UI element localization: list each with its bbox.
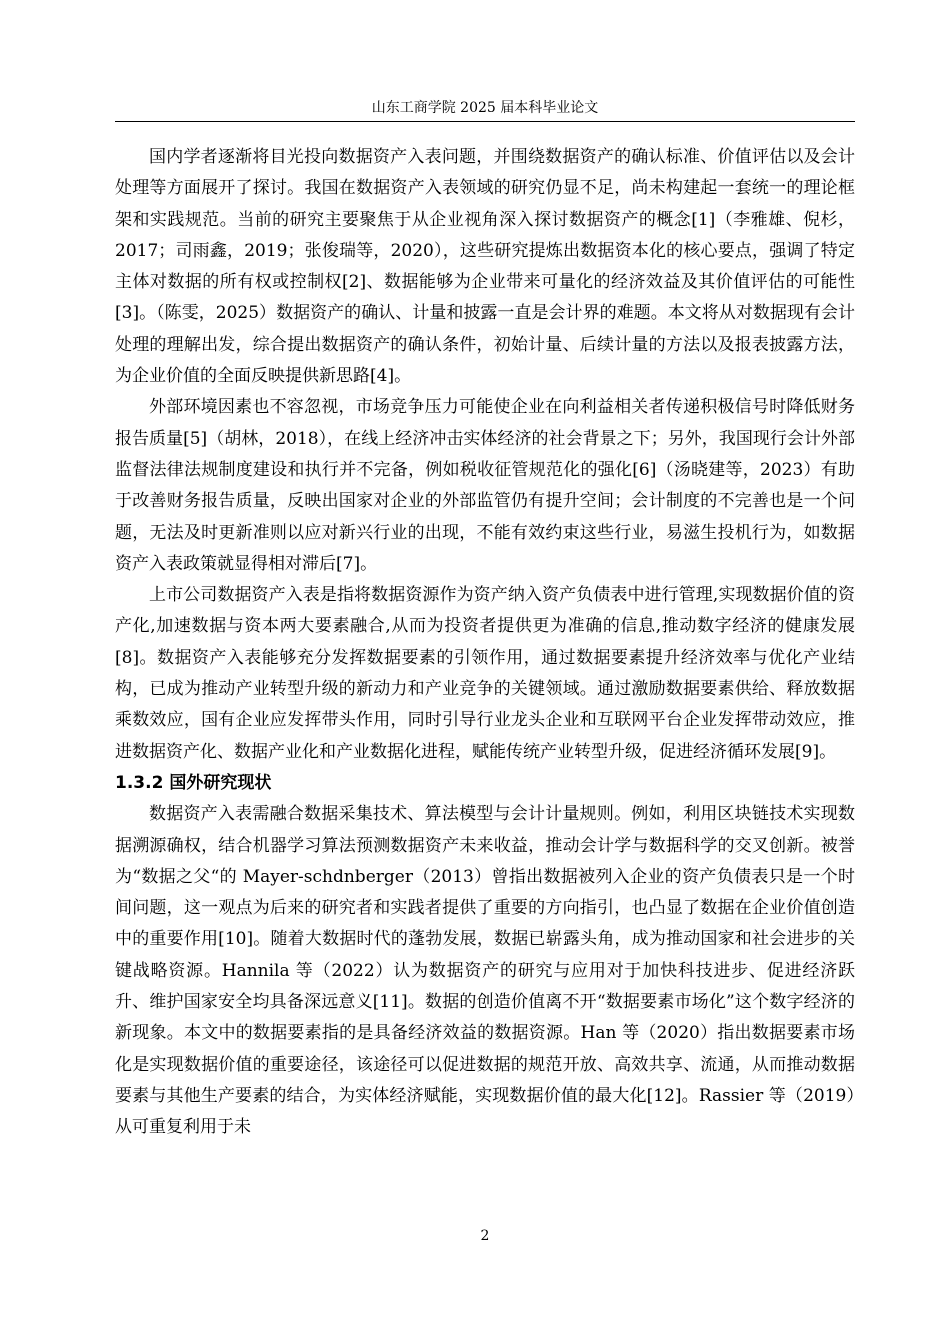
page-number: 2 [480,1228,490,1244]
paragraph-external-environment: 外部环境因素也不容忽视，市场竞争压力可能使企业在向利益相关者传递积极信号时降低财务报告质量[5]（胡林，2018），在线上经济冲击实体经济的社会背景之下；另外，我国现行会计外部监督法律法规制度建设和执行并不完备，例如税收征管规范化的强化[6]（汤晓建等，2023）有助于改善财务报告质量，反映出国家对企业的外部监管仍有提升空间；会计制度的不完善也是一个问题，无法及时更新准则以应对新兴行业的出现，不能有效约束这些行业，易滋生投机行为，如数据资产入表政策就显得相对滞后[7]。 [115,397,855,574]
section-heading: 1.3.2 国外研究现状 [115,772,272,793]
paragraph-foreign-research: 数据资产入表需融合数据采集技术、算法模型与会计计量规则。例如，利用区块链技术实现数据溯源确权，结合机器学习算法预测数据资产未来收益，推动会计学与数据科学的交叉创新。被誉为“数据之父“的 Mayer-schdnberger（2013）曾指出数据被列入企业的资产负债表只是一个时间问题，这一观点为后来的研究者和实践者提供了重要的方向指引，也凸显了数据在企业价值创造中的重要作用[10]。随着大数据时代的蓬勃发展，数据已崭露头角，成为推动国家和社会进步的关键战略资源。Hannila 等（2022）认为数据资产的研究与应用对于加快科技进步、促进经济跃升、维护国家安全均具备深远意义[11]。数据的创造价值离不开“数据要素市场化”这个数字经济的新现象。本文中的数据要素指的是具备经济效益的数据资源。Han 等（2020）指出数据要素市场化是实现数据价值的重要途径，该途径可以促进数据的规范开放、高效共享、流通，从而推动数据要素与其他生产要素的结合，为实体经济赋能，实现数据价值的最大化[12]。Rassier 等（2019）从可重复利用于未 [115,804,855,1138]
page-header: 山东工商学院 2025 届本科毕业论文 [371,100,599,116]
paragraph-listed-companies: 上市公司数据资产入表是指将数据资源作为资产纳入资产负债表中进行管理,实现数据价值的资产化,加速数据与资本两大要素融合,从而为投资者提供更为准确的信息,推动数字经济的健康发展[8]。数据资产入表能够充分发挥数据要素的引领作用，通过数据要素提升经济效率与优化产业结构，已成为推动产业转型升级的新动力和产业竞争的关键领域。通过激励数据要素供给、释放数据乘数效应，国有企业应发挥带头作用，同时引导行业龙头企业和互联网平台企业发挥带动效应，推进数据资产化、数据产业化和产业数据化进程，赋能传统产业转型升级，促进经济循环发展[9]。 [115,585,855,762]
page-body [115,142,855,1144]
header-divider [115,121,855,122]
paragraph-domestic-research: 国内学者逐渐将目光投向数据资产入表问题，并围绕数据资产的确认标准、价值评估以及会计处理等方面展开了探讨。我国在数据资产入表领域的研究仍显不足，尚未构建起一套统一的理论框架和实践规范。当前的研究主要聚焦于从企业视角深入探讨数据资产的概念[1]（李雅雄、倪杉，2017；司雨鑫，2019；张俊瑞等，2020），这些研究提炼出数据资本化的核心要点，强调了特定主体对数据的所有权或控制权[2]、数据能够为企业带来可量化的经济效益及其价值评估的可能性[3]。（陈雯，2025）数据资产的确认、计量和披露一直是会计界的难题。本文将从对数据现有会计处理的理解出发，综合提出数据资产的确认条件，初始计量、后续计量的方法以及报表披露方法，为企业价值的全面反映提供新思路[4]。 [115,147,855,387]
